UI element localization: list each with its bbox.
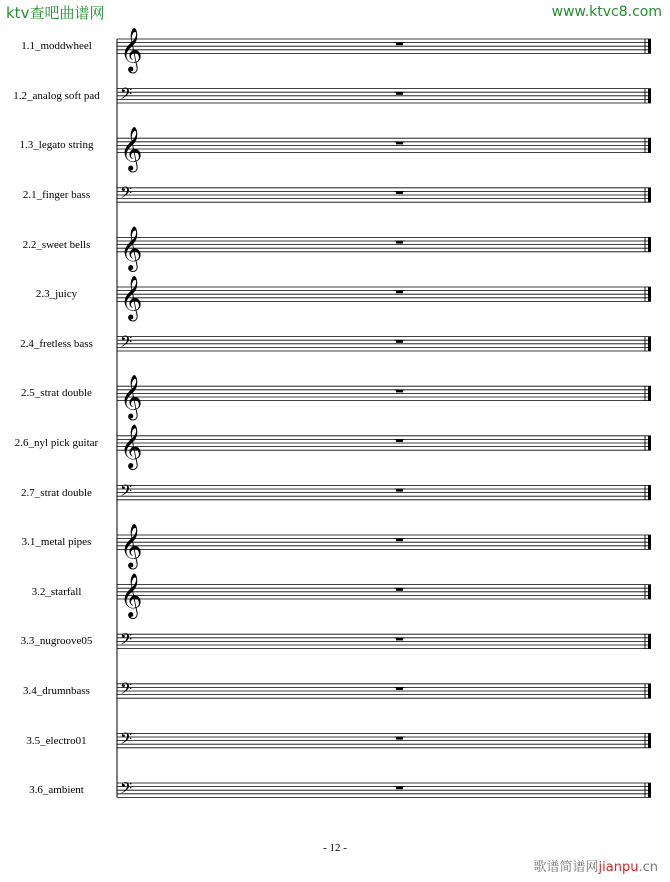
staff xyxy=(117,573,651,619)
bass-clef-icon: 𝄢 xyxy=(120,481,133,504)
barline-thick xyxy=(648,436,651,450)
instrument-label: 3.3_nugroove05 xyxy=(20,635,93,648)
staff xyxy=(117,424,651,470)
barline-thick xyxy=(648,138,651,152)
treble-clef-icon: 𝄞 xyxy=(120,225,143,270)
instrument-label: 2.5_strat double xyxy=(21,387,92,400)
staff xyxy=(117,631,651,653)
barline-thick xyxy=(648,237,651,251)
bass-clef-icon: 𝄢 xyxy=(120,333,133,355)
bass-clef-icon: 𝄢 xyxy=(120,184,133,207)
staff xyxy=(117,482,651,504)
barline-thick xyxy=(648,39,651,53)
watermark-bottom-prefix: 歌谱简谱网 xyxy=(533,860,599,875)
barline-thick xyxy=(648,89,651,103)
barline-thick xyxy=(648,485,651,499)
barline-thick xyxy=(648,783,651,797)
staff xyxy=(117,85,651,107)
barline-thick xyxy=(648,634,651,648)
watermark-bottom-tld: .cn xyxy=(638,860,658,875)
instrument-label: 1.2_analog soft pad xyxy=(13,89,100,102)
barline-thick xyxy=(648,287,651,301)
barline-thick xyxy=(648,386,651,400)
page-number: - 12 - xyxy=(323,842,347,854)
treble-clef-icon: 𝄞 xyxy=(120,27,143,72)
barline-thick xyxy=(648,684,651,698)
barline-thick xyxy=(648,535,651,549)
watermark-top-right: www.ktvc8.com xyxy=(551,4,662,20)
barline-thick xyxy=(648,585,651,599)
treble-clef-icon: 𝄞 xyxy=(120,424,143,469)
treble-clef-icon: 𝄞 xyxy=(120,573,143,617)
barline-thick xyxy=(648,337,651,351)
instrument-label: 2.3_juicy xyxy=(35,288,78,301)
instrument-label: 2.1_finger bass xyxy=(22,189,91,201)
staff xyxy=(117,226,651,272)
instrument-label: 3.1_metal pipes xyxy=(21,536,92,549)
bass-clef-icon: 𝄢 xyxy=(120,85,133,107)
staff xyxy=(117,127,651,173)
watermark-bottom-site: jianpu xyxy=(598,860,639,875)
barline-thick xyxy=(648,188,651,202)
staff xyxy=(117,523,651,569)
instrument-label: 1.3_legato string xyxy=(19,139,94,152)
treble-clef-icon: 𝄞 xyxy=(120,275,143,320)
instrument-label: 3.6_ambient xyxy=(29,784,84,797)
staff xyxy=(117,680,651,702)
bass-clef-icon: 𝄢 xyxy=(120,729,133,752)
bass-clef-icon: 𝄢 xyxy=(120,779,133,802)
instrument-label: 2.2_sweet bells xyxy=(22,238,91,251)
treble-clef-icon: 𝄞 xyxy=(120,523,143,568)
staff xyxy=(117,333,651,355)
staff xyxy=(117,275,651,321)
bass-clef-icon: 𝄢 xyxy=(120,630,133,653)
staff xyxy=(117,779,651,801)
instrument-label: 3.4_drumnbass xyxy=(23,685,90,697)
staff xyxy=(117,27,651,73)
bass-clef-icon: 𝄢 xyxy=(120,680,133,703)
staff xyxy=(117,730,651,752)
instrument-label: 2.4_fretless bass xyxy=(20,337,93,350)
staff xyxy=(117,184,651,206)
instrument-label: 3.2_starfall xyxy=(31,585,82,598)
watermark-top-left: ktv查吧曲谱网 xyxy=(6,4,105,22)
barline-thick xyxy=(648,733,651,747)
instrument-label: 2.7_strat double xyxy=(21,486,92,499)
treble-clef-icon: 𝄞 xyxy=(120,374,143,419)
watermark-bottom-right xyxy=(534,856,658,875)
staff xyxy=(117,375,651,421)
instrument-label: 3.5_electro01 xyxy=(26,734,87,747)
treble-clef-icon: 𝄞 xyxy=(120,126,143,171)
instrument-label: 1.1_moddwheel xyxy=(21,40,92,53)
instrument-label: 2.6_nyl pick guitar xyxy=(14,437,99,449)
